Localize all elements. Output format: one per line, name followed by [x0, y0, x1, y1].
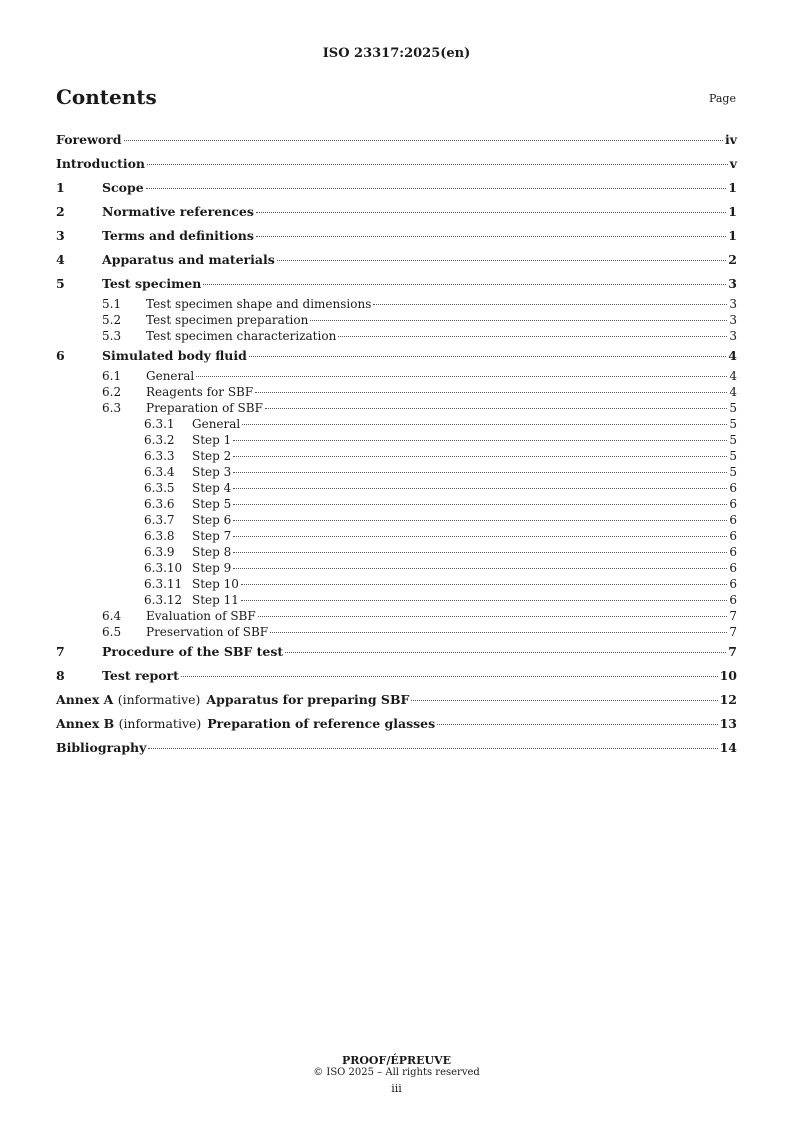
toc-entry-title: Test specimen preparation	[146, 313, 309, 327]
dot-leader	[124, 140, 723, 141]
dot-leader	[233, 488, 727, 489]
toc-entry-title: Step 2	[192, 449, 232, 463]
toc-entry-title: Step 11	[192, 593, 239, 607]
annex-type: (informative)	[117, 692, 201, 707]
toc-entry-page: 1	[728, 180, 737, 195]
toc-entry-title: Step 8	[192, 545, 232, 559]
dot-leader	[256, 236, 726, 237]
dot-leader	[233, 568, 727, 569]
toc-entry-title: Test report	[102, 668, 179, 683]
toc-entry-page: iv	[724, 132, 737, 147]
toc-entry-number: 6.3.7	[144, 513, 175, 527]
dot-leader	[258, 616, 728, 617]
dot-leader	[147, 164, 728, 165]
dot-leader	[277, 260, 727, 261]
toc-entry[interactable]	[56, 296, 737, 312]
toc-entry[interactable]	[56, 384, 737, 400]
toc-entry-title: General	[146, 369, 195, 383]
toc-entry-page: 5	[729, 465, 737, 479]
toc-entry[interactable]	[56, 664, 737, 688]
toc-entry[interactable]	[56, 496, 737, 512]
toc-entry[interactable]	[56, 608, 737, 624]
toc-entry[interactable]	[56, 128, 737, 152]
toc-entry-number: 6.3.9	[144, 545, 175, 559]
toc-entry[interactable]	[56, 512, 737, 528]
toc-entry-title: Step 1	[192, 433, 232, 447]
toc-entry-title: Step 10	[192, 577, 239, 591]
toc-entry-number: 6.3.10	[144, 561, 183, 575]
toc-entry-page: 6	[729, 545, 737, 559]
annex-title: Apparatus for preparing SBF	[206, 692, 410, 707]
dot-leader	[338, 336, 727, 337]
dot-leader	[181, 676, 718, 677]
dot-leader	[233, 536, 727, 537]
toc-entry[interactable]	[56, 464, 737, 480]
toc-entry-number: 6.3.2	[144, 433, 175, 447]
toc-entry[interactable]	[56, 528, 737, 544]
toc-entry-title: Test specimen shape and dimensions	[146, 297, 372, 311]
toc-entry-page: 12	[719, 692, 737, 707]
annex-type: (informative)	[118, 716, 202, 731]
toc-entry-title: Test specimen	[102, 276, 202, 291]
toc-entry-page: 1	[728, 204, 737, 219]
toc-entry-title: Normative references	[102, 204, 254, 219]
copyright-notice: © ISO 2025 – All rights reserved	[313, 1067, 480, 1078]
toc-entry-number: 5.1	[102, 297, 122, 311]
toc-entry[interactable]	[56, 248, 737, 272]
toc-entry[interactable]	[56, 152, 737, 176]
toc-entry-title: Step 7	[192, 529, 232, 543]
toc-entry-title	[56, 688, 409, 712]
toc-entry-page: 14	[719, 740, 737, 755]
toc-entry[interactable]	[56, 272, 737, 296]
toc-entry-page: v	[729, 156, 737, 171]
dot-leader	[196, 376, 727, 377]
toc-entry-page: 6	[729, 577, 737, 591]
toc-entry[interactable]	[56, 712, 737, 736]
toc-entry-number: 5	[56, 276, 65, 291]
toc-entry-number: 1	[56, 180, 65, 195]
toc-entry-page: 4	[729, 385, 737, 399]
toc-entry[interactable]	[56, 224, 737, 248]
toc-entry[interactable]	[56, 736, 737, 760]
toc-entry[interactable]	[56, 688, 737, 712]
toc-entry[interactable]	[56, 400, 737, 416]
toc-entry-page: 6	[729, 513, 737, 527]
annex-label: Annex B	[56, 716, 115, 731]
toc-entry-page: 5	[729, 449, 737, 463]
page-column-label: Page	[708, 92, 736, 105]
toc-entry-number: 6.3.12	[144, 593, 183, 607]
dot-leader	[148, 748, 717, 749]
toc-entry-page: 2	[728, 252, 737, 267]
toc-entry-number: 6.2	[102, 385, 122, 399]
page-footer	[0, 1054, 793, 1099]
toc-entry-number: 6.5	[102, 625, 122, 639]
toc-entry-number: 5.2	[102, 313, 122, 327]
toc-entry-title: Simulated body fluid	[102, 348, 247, 363]
toc-entry[interactable]	[56, 576, 737, 592]
dot-leader	[265, 408, 727, 409]
dot-leader	[270, 632, 727, 633]
proof-label: PROOF/ÉPREUVE	[341, 1054, 452, 1067]
toc-entry-page: 10	[719, 668, 737, 683]
toc-entry-page: 5	[729, 401, 737, 415]
toc-entry-number: 8	[56, 668, 65, 683]
dot-leader	[233, 504, 727, 505]
toc-entry-number: 6	[56, 348, 65, 363]
dot-leader	[242, 424, 727, 425]
toc-entry[interactable]	[56, 432, 737, 448]
toc-entry-title: Scope	[102, 180, 144, 195]
toc-entry-title: Apparatus and materials	[102, 252, 275, 267]
dot-leader	[255, 392, 727, 393]
toc-entry[interactable]	[56, 544, 737, 560]
toc-entry-page: 3	[729, 313, 737, 327]
dot-leader	[373, 304, 727, 305]
toc-entry[interactable]	[56, 328, 737, 344]
toc-entry-page: 7	[728, 644, 737, 659]
toc-entry[interactable]	[56, 344, 737, 368]
dot-leader	[233, 456, 727, 457]
annex-title: Preparation of reference glasses	[207, 716, 436, 731]
toc-entry[interactable]	[56, 624, 737, 640]
toc-entry-page: 5	[729, 433, 737, 447]
toc-entry-title: Preservation of SBF	[146, 625, 269, 639]
toc-entry-title: General	[192, 417, 241, 431]
toc-entry-page: 7	[729, 625, 737, 639]
dot-leader	[233, 440, 727, 441]
toc-entry-title: Bibliography	[56, 740, 147, 755]
toc-entry-title	[56, 712, 435, 736]
toc-entry-title: Terms and definitions	[102, 228, 254, 243]
toc-entry-page: 6	[729, 497, 737, 511]
toc-entry-number: 6.3.1	[144, 417, 175, 431]
annex-label: Annex A	[56, 692, 114, 707]
toc-entry-page: 7	[729, 609, 737, 623]
toc-entry-page: 5	[729, 417, 737, 431]
toc-entry-page: 6	[729, 529, 737, 543]
dot-leader	[285, 652, 726, 653]
toc-entry-number: 6.1	[102, 369, 122, 383]
toc-entry-page: 13	[719, 716, 737, 731]
toc-entry-number: 6.3.5	[144, 481, 175, 495]
toc-entry-page: 3	[728, 276, 737, 291]
dot-leader	[310, 320, 727, 321]
dot-leader	[233, 472, 727, 473]
dot-leader	[203, 284, 726, 285]
dot-leader	[411, 700, 717, 701]
toc-entry-number: 6.4	[102, 609, 122, 623]
toc-entry[interactable]	[56, 480, 737, 496]
toc-entry-number: 6.3.4	[144, 465, 175, 479]
toc-entry-title: Test specimen characterization	[146, 329, 337, 343]
toc-entry-page: 4	[729, 369, 737, 383]
toc-entry[interactable]	[56, 560, 737, 576]
toc-entry-number: 6.3	[102, 401, 122, 415]
toc-entry-number: 6.3.6	[144, 497, 175, 511]
document-id-header: ISO 23317:2025(en)	[322, 46, 471, 61]
toc-entry-number: 5.3	[102, 329, 122, 343]
toc-entry-number: 3	[56, 228, 65, 243]
toc-entry-number: 6.3.8	[144, 529, 175, 543]
toc-entry[interactable]	[56, 416, 737, 432]
dot-leader	[241, 600, 727, 601]
toc-entry-title: Step 9	[192, 561, 232, 575]
toc-entry-page: 1	[728, 228, 737, 243]
toc-entry-number: 6.3.3	[144, 449, 175, 463]
toc-entry[interactable]	[56, 176, 737, 200]
toc-entry-title: Step 6	[192, 513, 232, 527]
toc-entry[interactable]	[56, 448, 737, 464]
toc-entry-page: 6	[729, 481, 737, 495]
toc-entry-page: 3	[729, 297, 737, 311]
contents-heading: Contents	[56, 85, 157, 109]
dot-leader	[241, 584, 727, 585]
toc-entry-number: 6.3.11	[144, 577, 183, 591]
dot-leader	[233, 552, 727, 553]
toc-entry[interactable]	[56, 368, 737, 384]
toc-entry-title: Step 4	[192, 481, 232, 495]
toc-entry-page: 6	[729, 561, 737, 575]
toc-entry-page: 6	[729, 593, 737, 607]
toc-entry[interactable]	[56, 640, 737, 664]
dot-leader	[437, 724, 717, 725]
toc-entry[interactable]	[56, 592, 737, 608]
dot-leader	[249, 356, 726, 357]
page-number: iii	[391, 1082, 402, 1095]
toc-entry-title: Reagents for SBF	[146, 385, 254, 399]
toc-entry-number: 7	[56, 644, 65, 659]
dot-leader	[233, 520, 727, 521]
dot-leader	[256, 212, 726, 213]
toc-entry-title: Foreword	[56, 132, 122, 147]
table-of-contents	[56, 128, 737, 760]
toc-entry-number: 2	[56, 204, 65, 219]
toc-entry[interactable]	[56, 312, 737, 328]
toc-entry-title: Evaluation of SBF	[146, 609, 256, 623]
toc-entry[interactable]	[56, 200, 737, 224]
toc-entry-title: Preparation of SBF	[146, 401, 263, 415]
toc-entry-title: Procedure of the SBF test	[102, 644, 284, 659]
toc-entry-title: Step 3	[192, 465, 232, 479]
toc-entry-title: Step 5	[192, 497, 232, 511]
toc-entry-page: 4	[728, 348, 737, 363]
toc-entry-page: 3	[729, 329, 737, 343]
toc-entry-number: 4	[56, 252, 65, 267]
dot-leader	[146, 188, 727, 189]
toc-entry-title: Introduction	[56, 156, 146, 171]
